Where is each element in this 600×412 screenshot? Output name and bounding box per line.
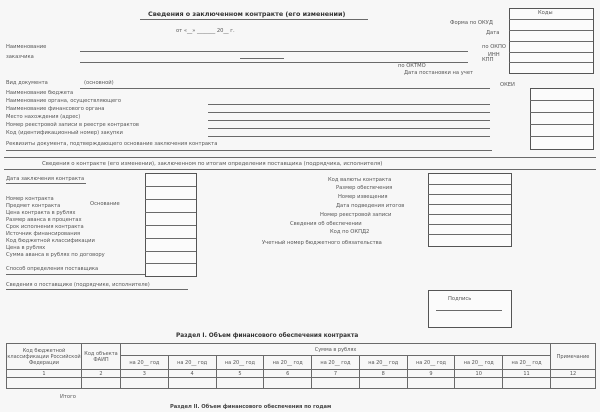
date-code-label: Дата: [486, 30, 500, 36]
section1-line: [208, 104, 490, 105]
right-box-row-line: [428, 184, 511, 185]
section2-right-row: Дата подведения итогов: [336, 203, 405, 209]
section2-left-row: Сумма аванса в рублях по договору: [6, 252, 105, 258]
table-year-header: на 20__ год: [264, 356, 312, 370]
table-year-header: на 20__ год: [359, 356, 407, 370]
kpp-label: КПП: [482, 57, 494, 63]
section1-row: Наименование органа, осуществляющего: [6, 98, 122, 104]
table-col-number: 8: [359, 370, 407, 378]
table-group-header: Сумма в рублях: [121, 344, 551, 356]
section2-left-row: Код бюджетной классификации: [6, 238, 95, 244]
codes-row-line: [509, 62, 593, 63]
table-cell: [82, 378, 121, 389]
table-cell: [121, 378, 169, 389]
section2-top-line: [4, 157, 596, 158]
org-short-line: [240, 58, 284, 59]
right-box-row-line: [428, 214, 511, 215]
inn-label: ИНН: [488, 52, 500, 58]
section2-right-row: Код валюты контракта: [328, 177, 392, 183]
oktmo-label: по ОКТМО: [398, 63, 426, 69]
okei-row-line: [530, 124, 593, 125]
table-cell: [7, 378, 82, 389]
table-footer-title: Раздел II. Объем финансового обеспечения по годам: [170, 404, 332, 410]
codes-label: Коды: [538, 10, 553, 16]
section1-line: [208, 120, 490, 121]
table-col-number: 5: [216, 370, 264, 378]
section1-row: Место нахождения (адрес): [6, 114, 81, 120]
section1-line: [208, 112, 490, 113]
left-box-row-line: [145, 225, 196, 226]
left-box-row-line: [145, 199, 196, 200]
okei-row-line: [530, 100, 593, 101]
section2-mid-label: Основание: [90, 201, 120, 207]
codes-row-line: [509, 19, 593, 20]
section2-left-row: Срок исполнения контракта: [6, 224, 84, 230]
table-cell: [551, 378, 596, 389]
table-cell: [455, 378, 503, 389]
section2-left-row: Цена в рублях: [6, 245, 46, 251]
section2-title: Сведения о контракте (его изменении), заключенном по итогам определения поставщика (подрядчика, исполнителя): [42, 161, 383, 167]
right-box-row-line: [428, 204, 511, 205]
table-col-note: Примечание: [551, 344, 596, 370]
section2-right-row: Код по ОКПД2: [330, 229, 370, 235]
left-box-row-line: [145, 238, 196, 239]
table-col-number: 4: [168, 370, 216, 378]
doc-type-value: (основной): [84, 80, 114, 86]
section2-left-row: Дата заключения контракта: [6, 176, 85, 182]
table-col-number: 1: [7, 370, 82, 378]
table-cell: [264, 378, 312, 389]
doc-type-line: [80, 88, 490, 89]
org-sublabel: заказчика: [6, 54, 34, 60]
left-box-row-line: [145, 251, 196, 252]
codes-row-line: [509, 41, 593, 42]
section2-left-row: Сведения о поставщике (подрядчике, исполнителе): [6, 282, 150, 288]
title-underline: [140, 19, 368, 20]
section1-row: Номер реестровой записи в реестре контрактов: [6, 122, 139, 128]
section2-right-row: Размер обеспечения: [336, 185, 393, 191]
section2-left-line: [6, 289, 188, 290]
right-box-row-line: [428, 194, 511, 195]
section1-row: Наименование бюджета: [6, 90, 74, 96]
section2-right-row: Сведения об обеспечении: [290, 221, 362, 227]
org-label: Наименование: [6, 44, 47, 50]
doc-type-label: Вид документа: [6, 80, 48, 86]
table-col-number: 3: [121, 370, 169, 378]
table-total-label: Итого: [60, 394, 76, 400]
table-col-number: 7: [312, 370, 360, 378]
form-okud-label: Форма по ОКУД: [450, 20, 493, 26]
section2-left-row: Номер контракта: [6, 196, 54, 202]
left-box-row-line: [145, 186, 196, 187]
right-bottom-label: Учетный номер бюджетного обязательства: [262, 240, 382, 246]
section2-title-line: [4, 169, 596, 170]
table-year-header: на 20__ год: [168, 356, 216, 370]
section2-left-row: Способ определения поставщика: [6, 266, 99, 272]
left-box-row-line: [145, 212, 196, 213]
org-line: [80, 51, 468, 52]
table-col-faip: Код объекта ФАИП: [82, 344, 121, 370]
right-box-row-line: [428, 234, 511, 235]
table-cell: [359, 378, 407, 389]
okei-box: [530, 88, 594, 150]
table-col-number: 6: [264, 370, 312, 378]
section1-footnote: Реквизиты документа, подтверждающего основание заключения контракта: [6, 141, 218, 147]
signature-label: Подпись: [448, 296, 472, 302]
org-line: [80, 62, 468, 63]
finance-table: [6, 343, 596, 389]
codes-row-line: [509, 52, 593, 53]
section1-line: [208, 136, 490, 137]
section2-left-row: Предмет контракта: [6, 203, 61, 209]
section1-row: Код (идентификационный номер) закупки: [6, 130, 123, 136]
table-year-header: на 20__ год: [455, 356, 503, 370]
section2-left-line: [6, 183, 86, 184]
table-col-number: 11: [503, 370, 551, 378]
table-cell: [503, 378, 551, 389]
section1-line: [208, 128, 490, 129]
section2-right-row: Номер реестровой записи: [320, 212, 392, 218]
table-cell: [168, 378, 216, 389]
table-year-header: на 20__ год: [121, 356, 169, 370]
table-col-number: 9: [407, 370, 455, 378]
section2-left-row: Источник финансирования: [6, 231, 81, 237]
okei-label: ОКЕИ: [500, 82, 515, 88]
signature-line: [436, 310, 502, 311]
section2-left-line: [6, 274, 146, 275]
table-cell: [312, 378, 360, 389]
section2-left-row: Цена контракта в рублях: [6, 210, 76, 216]
okpo-label: по ОКПО: [482, 44, 506, 50]
table-col-number: 2: [82, 370, 121, 378]
table-col-number: 12: [551, 370, 596, 378]
section1-footnote-line: [6, 150, 492, 151]
table-year-header: на 20__ год: [407, 356, 455, 370]
table-year-header: на 20__ год: [216, 356, 264, 370]
table-col-kbk: Код бюджетной классификации Российской Федерации: [7, 344, 82, 370]
right-box-row-line: [428, 224, 511, 225]
table-col-number: 10: [455, 370, 503, 378]
section1-row: Наименование финансового органа: [6, 106, 105, 112]
table-year-header: на 20__ год: [312, 356, 360, 370]
codes-row-line: [509, 30, 593, 31]
date-line: от «__» _______ 20__ г.: [176, 28, 235, 34]
section2-right-row: Номер извещения: [338, 194, 388, 200]
section2-left-row: Размер аванса в процентах: [6, 217, 82, 223]
okei-row-line: [530, 112, 593, 113]
okei-row-line: [530, 136, 593, 137]
table-cell: [216, 378, 264, 389]
registration-date-label: Дата постановки на учет: [404, 70, 474, 76]
table-year-header: на 20__ год: [503, 356, 551, 370]
table-cell: [407, 378, 455, 389]
left-box-row-line: [145, 263, 196, 264]
table-title: Раздел I. Объем финансового обеспечения контракта: [176, 333, 359, 339]
document-title: Сведения о заключенном контракте (его изменении): [148, 10, 346, 18]
